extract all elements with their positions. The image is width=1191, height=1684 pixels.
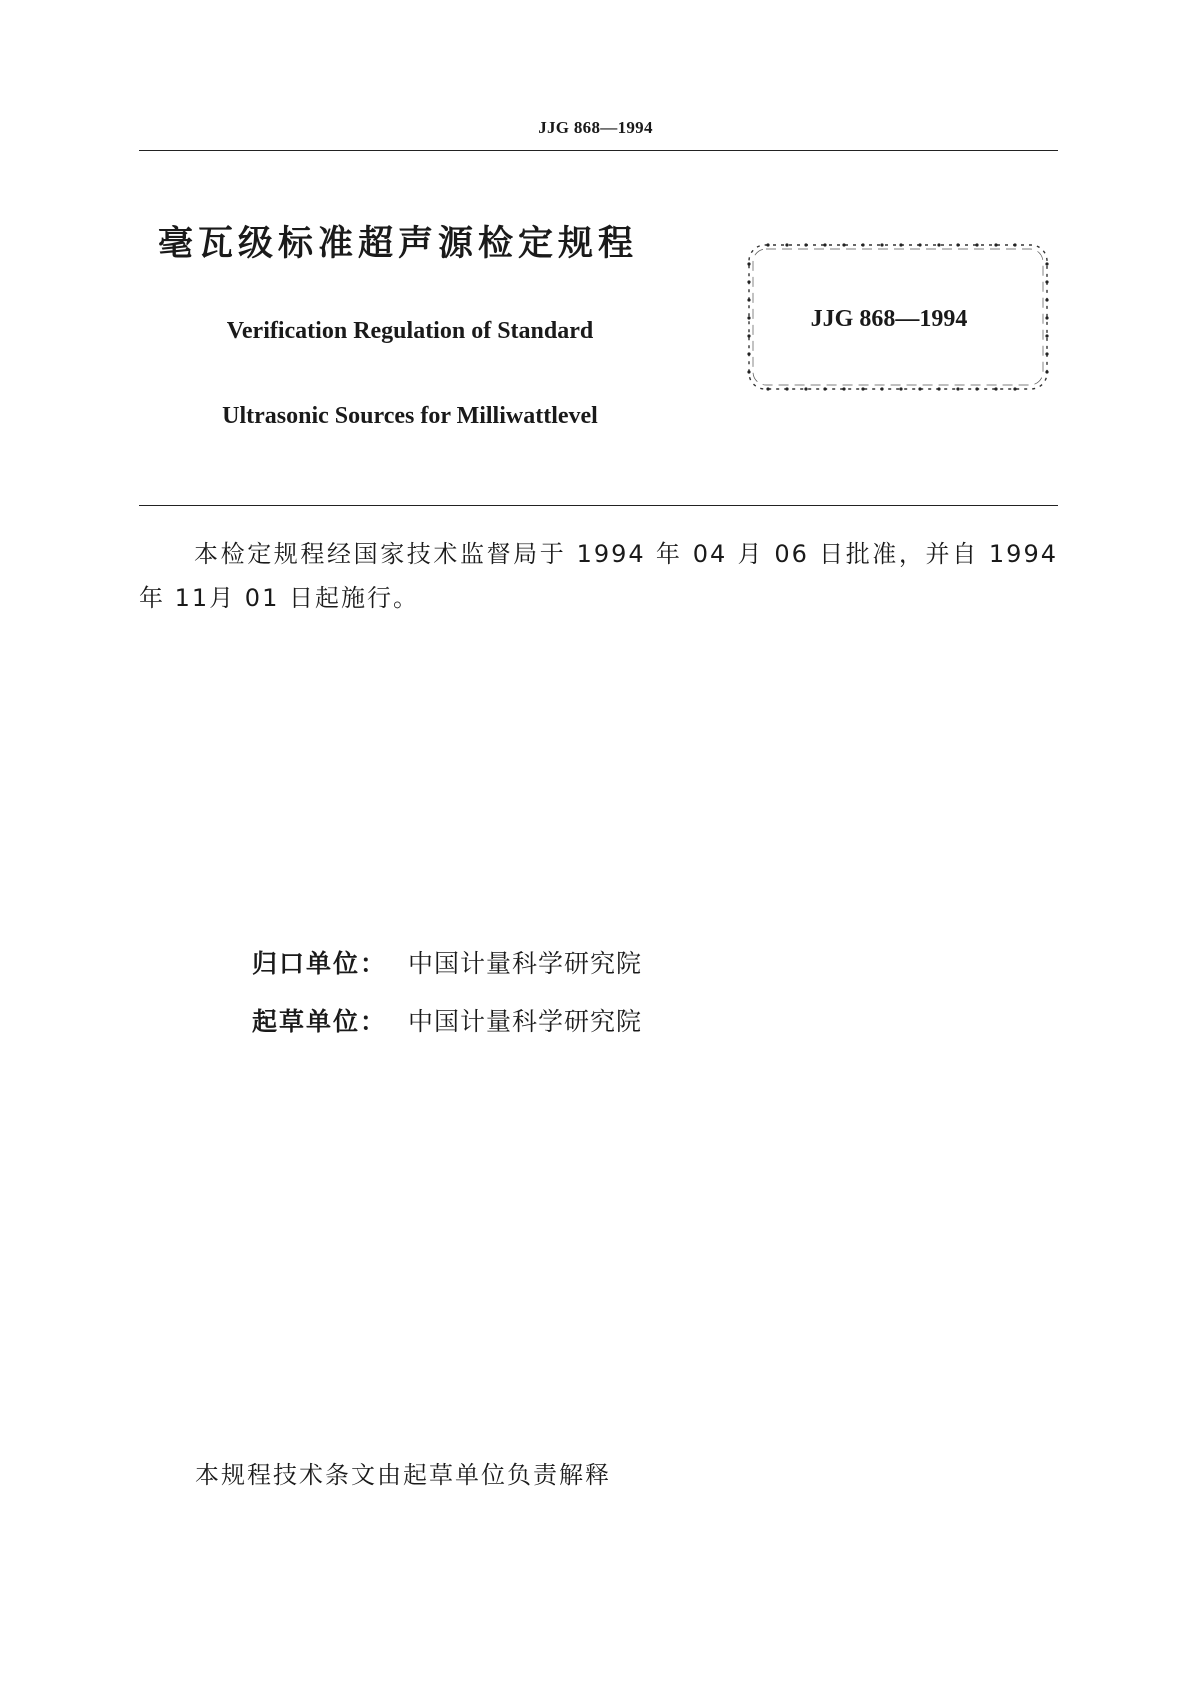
frame-dot: [747, 370, 750, 373]
frame-dot: [804, 243, 807, 246]
title-english-line-1: Verification Regulation of Standard: [226, 318, 594, 344]
frame-dot: [994, 243, 997, 246]
frame-dot: [1045, 316, 1048, 319]
frame-dot: [823, 243, 826, 246]
frame-dot: [956, 243, 959, 246]
frame-dot: [823, 387, 826, 390]
frame-dot: [1045, 370, 1048, 373]
header-standard-code: JJG 868—1994: [538, 118, 653, 137]
frame-dot: [861, 243, 864, 246]
title-english-line-2: Ultrasonic Sources for Milliwattlevel: [222, 403, 598, 429]
frame-dot: [994, 387, 997, 390]
frame-dot: [1045, 334, 1048, 337]
frame-dot: [975, 243, 978, 246]
frame-dot: [937, 243, 940, 246]
frame-dot: [747, 262, 750, 265]
frame-dot: [842, 243, 845, 246]
frame-dot: [1013, 243, 1016, 246]
frame-dot: [1045, 262, 1048, 265]
organization-value: 中国计量科学研究院: [408, 949, 643, 978]
interpretation-note: 本规程技术条文由起草单位负责解释: [195, 1461, 611, 1489]
frame-dot: [785, 387, 788, 390]
frame-dot: [766, 387, 769, 390]
frame-dot: [1045, 352, 1048, 355]
frame-dot: [842, 387, 845, 390]
organization-row-responsible: [252, 944, 642, 980]
frame-dot: [1013, 387, 1016, 390]
frame-dot: [956, 387, 959, 390]
organization-label: 归口单位：: [252, 949, 388, 978]
middle-divider: [139, 505, 1058, 506]
frame-dot: [899, 243, 902, 246]
frame-dot: [1045, 298, 1048, 301]
frame-dot: [766, 243, 769, 246]
organization-row-drafting: [252, 1002, 642, 1038]
frame-dot: [861, 387, 864, 390]
frame-dot: [747, 334, 750, 337]
standard-code-box: [744, 240, 1054, 395]
organization-label: 起草单位：: [252, 1007, 388, 1036]
frame-dot: [918, 243, 921, 246]
frame-dot: [880, 243, 883, 246]
frame-dot: [899, 387, 902, 390]
frame-dot: [918, 387, 921, 390]
organization-value: 中国计量科学研究院: [408, 1007, 643, 1036]
frame-dot: [747, 352, 750, 355]
frame-dot: [747, 298, 750, 301]
title-chinese: 毫瓦级标准超声源检定规程: [158, 224, 639, 264]
frame-dot: [747, 280, 750, 283]
frame-dot: [975, 387, 978, 390]
approval-statement: 本检定规程经国家技术监督局于 1994 年 04 月 06 日批准，并自 1994 年 11月 01 日起施行。: [139, 540, 1058, 612]
code-box-label: JJG 868—1994: [810, 306, 968, 332]
frame-dot: [804, 387, 807, 390]
frame-dot: [1045, 280, 1048, 283]
top-divider: [139, 150, 1058, 151]
frame-dot: [937, 387, 940, 390]
frame-dot: [880, 387, 883, 390]
frame-dot: [785, 243, 788, 246]
